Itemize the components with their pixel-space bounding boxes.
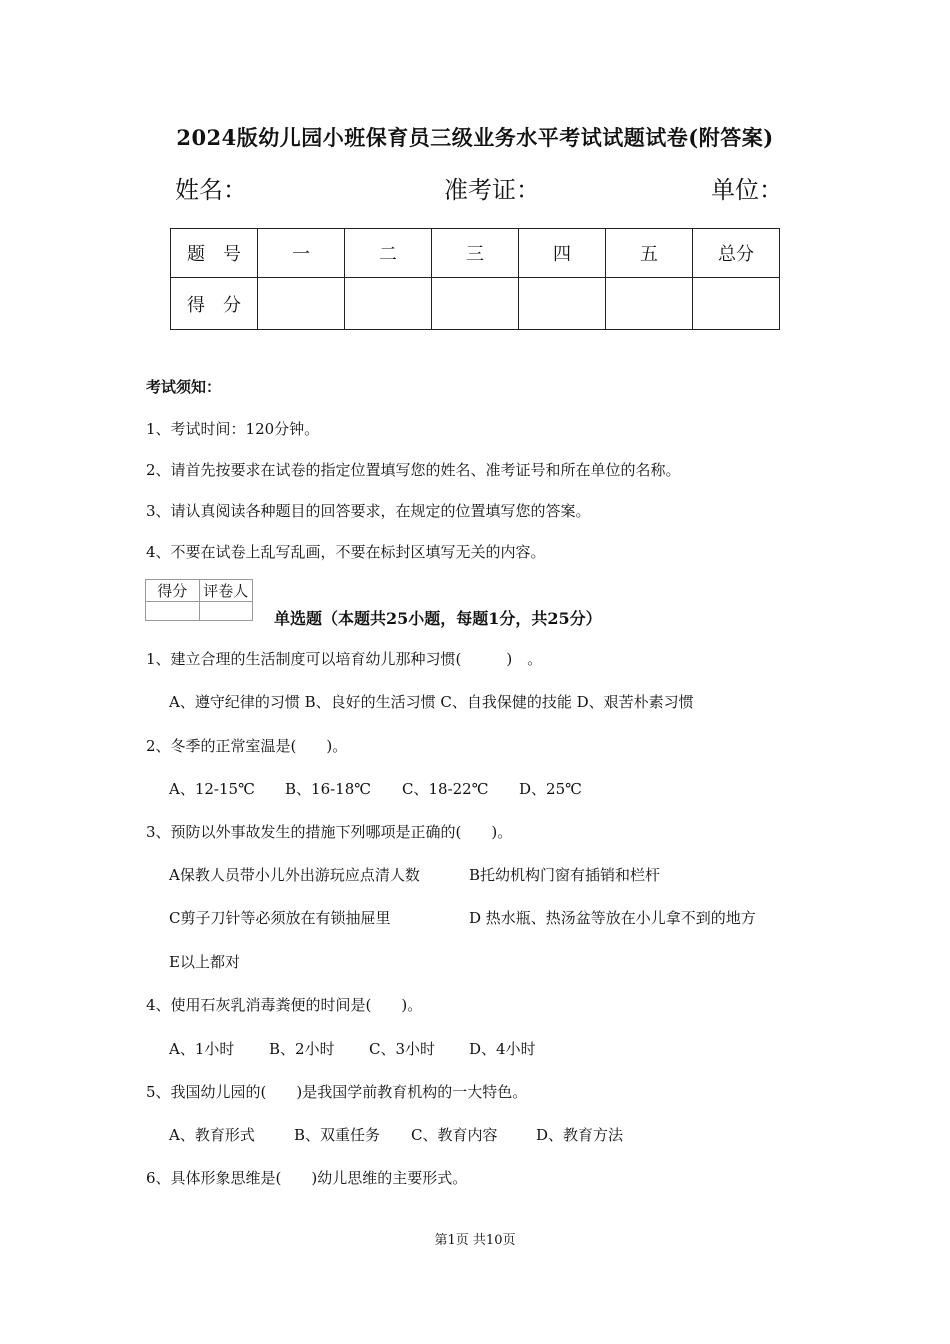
question-4-option-c: C、3小时 xyxy=(369,1040,436,1058)
question-2-option-c: C、18-22℃ xyxy=(402,780,489,798)
score-table-header-label: 题 号 xyxy=(171,229,258,278)
question-3-option-a: A保教人员带小儿外出游玩应点清人数 xyxy=(169,866,420,884)
section-title: 单选题（本题共25小题，每题1分，共25分） xyxy=(274,609,602,628)
question-2-option-b: B、16-18℃ xyxy=(285,780,372,798)
question-1-stem: 1、建立合理的生活制度可以培育幼儿那种习惯( ) 。 xyxy=(146,650,543,668)
question-2-option-d: D、25℃ xyxy=(519,780,582,798)
score-table xyxy=(170,228,780,330)
score-table-header-4: 四 xyxy=(519,229,606,278)
score-table-header-1: 一 xyxy=(258,229,345,278)
exam-title: 2024版幼儿园小班保育员三级业务水平考试试题试卷(附答案) xyxy=(176,125,774,150)
score-table-score-row xyxy=(171,278,780,330)
name-field-label: 姓名： xyxy=(175,176,247,204)
question-5-option-b: B、双重任务 xyxy=(294,1126,381,1144)
score-cell-total xyxy=(693,278,780,330)
score-table-header-3: 三 xyxy=(432,229,519,278)
page-footer: 第1页 共10页 xyxy=(434,1233,516,1248)
notice-item-3: 3、请认真阅读各种题目的回答要求，在规定的位置填写您的答案。 xyxy=(146,502,591,520)
score-cell-4 xyxy=(519,278,606,330)
question-5-option-a: A、教育形式 xyxy=(169,1126,255,1144)
notice-item-4: 4、不要在试卷上乱写乱画，不要在标封区填写无关的内容。 xyxy=(146,543,546,561)
question-3-option-b: B托幼机构门窗有插销和栏杆 xyxy=(469,866,661,884)
question-3-option-e: E以上都对 xyxy=(169,953,240,971)
question-4-option-d: D、4小时 xyxy=(469,1040,536,1058)
candidate-info-fields xyxy=(0,170,950,206)
grader-reviewer-label: 评卷人 xyxy=(199,580,253,602)
question-3-option-d: D 热水瓶、热汤盆等放在小儿拿不到的地方 xyxy=(469,909,756,927)
question-2-option-a: A、12-15℃ xyxy=(169,780,255,798)
score-table-header-row xyxy=(171,229,780,278)
score-cell-2 xyxy=(345,278,432,330)
question-4-stem: 4、使用石灰乳消毒粪便的时间是( )。 xyxy=(146,996,423,1014)
unit-field-label: 单位： xyxy=(711,176,783,204)
score-cell-3 xyxy=(432,278,519,330)
score-cell-1 xyxy=(258,278,345,330)
score-cell-5 xyxy=(606,278,693,330)
question-5-option-c: C、教育内容 xyxy=(411,1126,498,1144)
question-2-stem: 2、冬季的正常室温是( )。 xyxy=(146,737,348,755)
grader-box xyxy=(145,579,253,621)
score-table-header-5: 五 xyxy=(606,229,693,278)
question-3-stem: 3、预防以外事故发生的措施下列哪项是正确的( )。 xyxy=(146,823,513,841)
question-5-option-d: D、教育方法 xyxy=(536,1126,624,1144)
question-3-option-c: C剪子刀针等必须放在有锁抽屉里 xyxy=(169,909,391,927)
question-4-option-a: A、1小时 xyxy=(169,1040,235,1058)
question-6-stem: 6、具体形象思维是( )幼儿思维的主要形式。 xyxy=(146,1169,468,1187)
question-4-option-b: B、2小时 xyxy=(269,1040,335,1058)
question-1-options: A、遵守纪律的习惯 B、良好的生活习惯 C、自我保健的技能 D、艰苦朴素习惯 xyxy=(169,693,694,711)
notice-item-1: 1、考试时间：120分钟。 xyxy=(146,420,320,438)
score-table-header-total: 总分 xyxy=(693,229,780,278)
question-5-stem: 5、我国幼儿园的( )是我国学前教育机构的一大特色。 xyxy=(146,1083,528,1101)
notice-title: 考试须知： xyxy=(146,378,222,396)
grader-reviewer-cell xyxy=(199,602,253,621)
score-table-header-2: 二 xyxy=(345,229,432,278)
exam-number-field-label: 准考证： xyxy=(444,176,540,204)
notice-item-2: 2、请首先按要求在试卷的指定位置填写您的姓名、准考证号和所在单位的名称。 xyxy=(146,461,681,479)
grader-score-cell xyxy=(146,602,200,621)
score-table-row-label: 得 分 xyxy=(171,278,258,330)
grader-score-label: 得分 xyxy=(146,580,200,602)
